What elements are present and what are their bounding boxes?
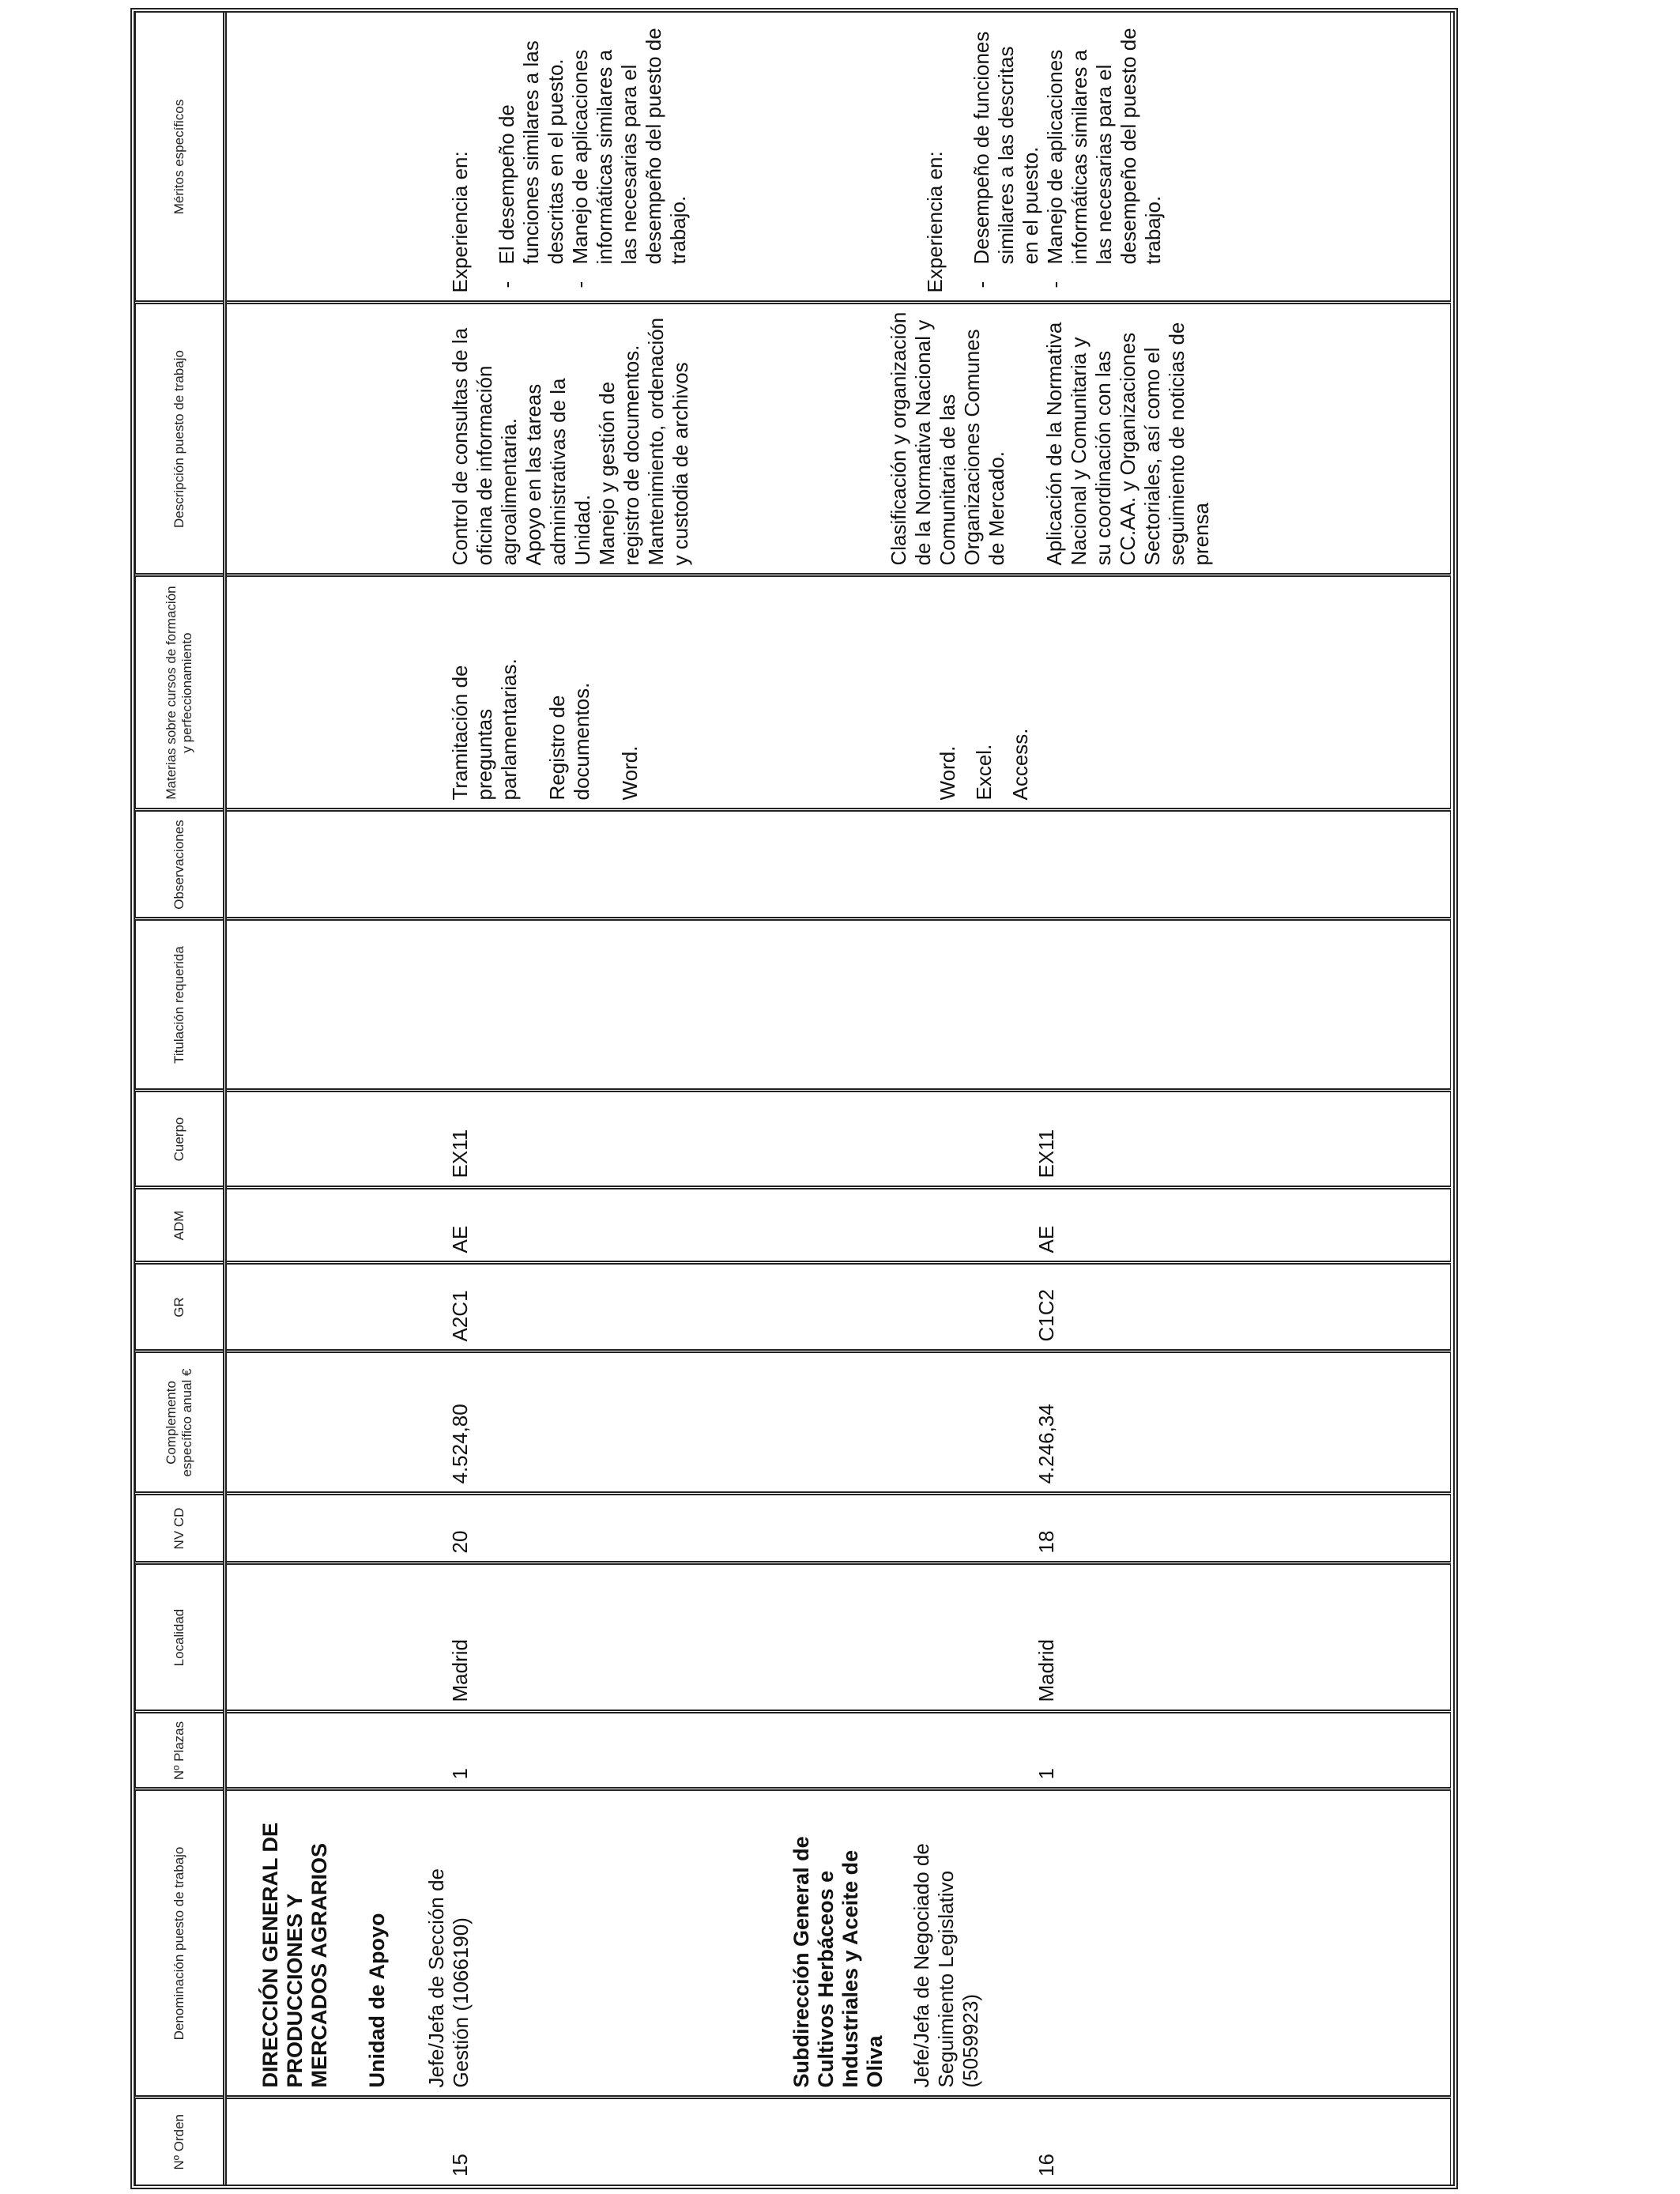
col-meritos xyxy=(225,13,1451,303)
meritos-15-item-2: - Manejo de aplicaciones informáticas similares a las necesarias para el desempeño del puesto de trabajo. xyxy=(568,19,691,293)
section-subdireccion: Subdirección General de Cultivos Herbáceos e Industriales y Aceite de Oliva xyxy=(789,1836,887,2088)
plazas-15: 1 xyxy=(448,1768,472,1780)
section-direccion-general: DIRECCIÓN GENERAL DE PRODUCCIONES Y MERCADOS AGRARIOS xyxy=(258,1822,331,2088)
job-positions-table xyxy=(135,13,1451,2185)
materias-16-item-2: Excel. xyxy=(972,744,996,801)
header-observaciones: Observaciones xyxy=(136,810,225,919)
localidad-16: Madrid xyxy=(1034,1639,1058,1702)
col-nivel xyxy=(225,1494,1451,1563)
header-plazas: Nº Plazas xyxy=(136,1712,225,1789)
cuerpo-15: EX11 xyxy=(448,1129,472,1178)
denominacion-15: Jefe/Jefa de Sección de Gestión (1066190) xyxy=(424,1868,473,2088)
localidad-15: Madrid xyxy=(448,1639,472,1702)
col-denominacion xyxy=(225,1789,1451,2098)
col-complemento xyxy=(225,1351,1451,1494)
col-plazas xyxy=(225,1712,1451,1789)
descripcion-16-item-2: Aplicación de la Normativa Nacional y Comunitaria y su coordinación con las CC.AA. y Organizaciones Sectoriales, así como el seguimiento de noticias de prensa xyxy=(1042,322,1213,566)
materias-16-item-1: Word. xyxy=(936,745,959,801)
header-orden: Nº Orden xyxy=(136,2098,225,2185)
descripcion-15-item-4: Mantenimiento, ordenación y custodia de archivos xyxy=(644,317,692,566)
header-materias: Materias sobre cursos de formación y perfeccionamiento xyxy=(136,575,225,810)
col-observaciones xyxy=(225,810,1451,919)
header-denominacion: Denominación puesto de trabajo xyxy=(136,1789,225,2098)
grupo-15: A2C1 xyxy=(448,1290,472,1342)
complemento-16: 4.246,34 xyxy=(1034,1404,1058,1484)
header-titulacion: Titulación requerida xyxy=(136,919,225,1091)
meritos-16-list xyxy=(970,19,1166,293)
col-descripcion xyxy=(225,303,1451,575)
col-materias xyxy=(225,575,1451,810)
meritos-16-item-1: - Desempeño de funciones similares a las descritas en el puesto. xyxy=(970,19,1043,293)
materias-16-item-3: Access. xyxy=(1008,728,1032,801)
meritos-16-item-2: - Manejo de aplicaciones informáticas similares a las necesarias para el desempeño del puesto de trabajo. xyxy=(1043,19,1166,293)
col-titulacion xyxy=(225,919,1451,1091)
table-header-row xyxy=(136,13,225,2185)
nivel-16: 18 xyxy=(1034,1530,1058,1554)
col-adm xyxy=(225,1188,1451,1263)
descripcion-15-item-1: Control de consultas de la oficina de información agroalimentaria. xyxy=(448,327,521,566)
descripcion-16-item-1: Clasificación y organización de la Normativa Nacional y Comunitaria de las Organizaciones Comunes de Mercado. xyxy=(887,311,1008,566)
adm-16: AE xyxy=(1034,1225,1058,1253)
nivel-15: 20 xyxy=(448,1530,472,1554)
descripcion-15-item-3: Manejo y gestión de registro de documentos. xyxy=(595,345,643,566)
header-localidad: Localidad xyxy=(136,1563,225,1712)
materias-15-item-1: Tramitación de preguntas parlamentarias. xyxy=(448,658,521,801)
adm-15: AE xyxy=(448,1225,472,1253)
orden-15: 15 xyxy=(448,2154,472,2177)
meritos-15-list xyxy=(495,19,691,293)
header-adm: ADM xyxy=(136,1188,225,1263)
header-cuerpo: Cuerpo xyxy=(136,1091,225,1188)
denominacion-16: Jefe/Jefa de Negociado de Seguimiento Legislativo (5059923) xyxy=(910,1843,982,2088)
header-meritos: Méritos específicos xyxy=(136,13,225,303)
col-orden xyxy=(225,2098,1451,2185)
meritos-16-intro: Experiencia en: xyxy=(923,151,947,293)
header-complemento: Complemento específico anual € xyxy=(136,1351,225,1494)
cuerpo-16: EX11 xyxy=(1034,1129,1058,1178)
meritos-15-intro: Experiencia en: xyxy=(448,151,472,293)
descripcion-15-item-2: Apoyo en las tareas administrativas de la Unidad. xyxy=(522,378,594,566)
complemento-15: 4.524,80 xyxy=(448,1404,472,1484)
plazas-16: 1 xyxy=(1034,1768,1058,1780)
rotated-table-page xyxy=(135,13,1453,2185)
materias-15-item-3: Word. xyxy=(618,745,642,801)
table-body-row xyxy=(225,13,1451,2185)
grupo-16: C1C2 xyxy=(1034,1289,1058,1342)
orden-16: 16 xyxy=(1034,2154,1058,2177)
section-unidad-apoyo: Unidad de Apoyo xyxy=(365,1913,389,2088)
col-cuerpo xyxy=(225,1091,1451,1188)
materias-15-item-2: Registro de documentos. xyxy=(545,682,593,801)
header-descripcion: Descripción puesto de trabajo xyxy=(136,303,225,575)
header-grupo: GR xyxy=(136,1263,225,1351)
meritos-15-item-1: - El desempeño de funciones similares a las descritas en el puesto. xyxy=(495,19,568,293)
header-nivel: NV CD xyxy=(136,1494,225,1563)
col-grupo xyxy=(225,1263,1451,1351)
col-localidad xyxy=(225,1563,1451,1712)
